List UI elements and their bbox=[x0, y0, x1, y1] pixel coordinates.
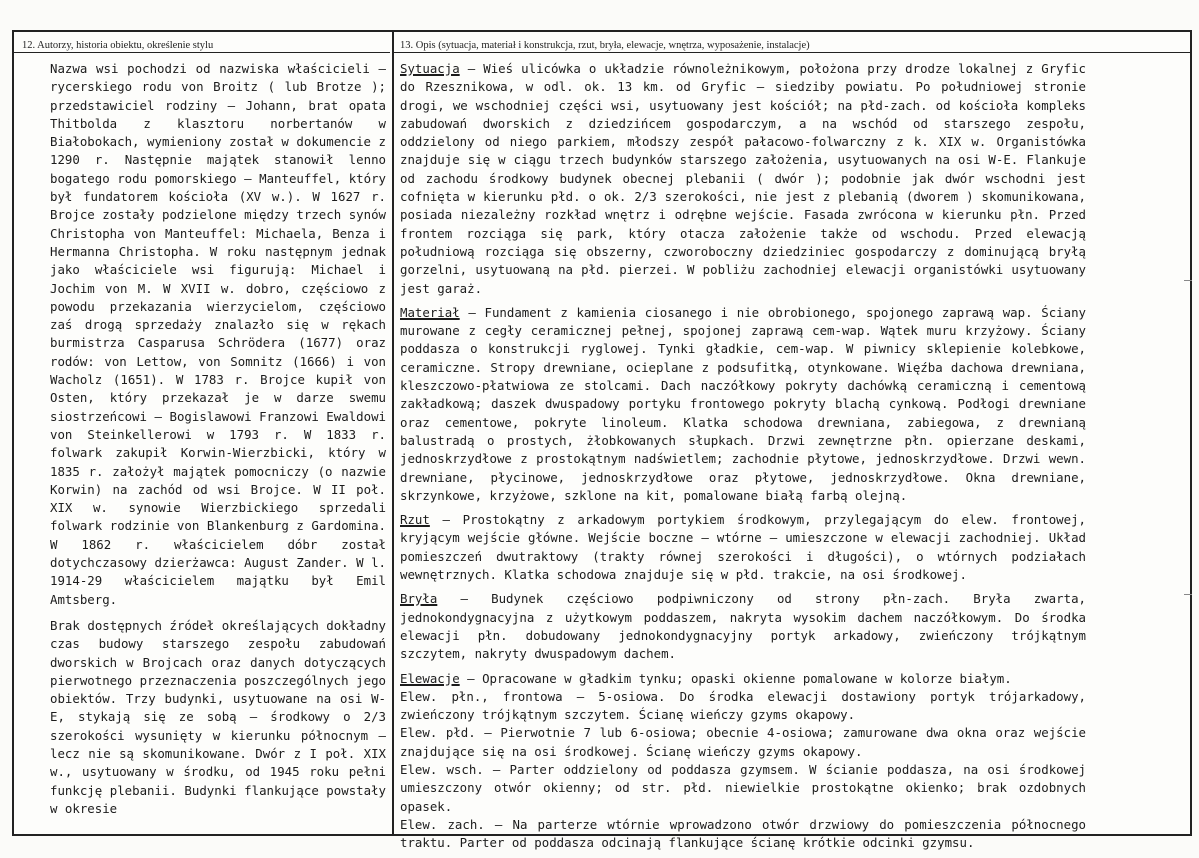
section-text-bryla: – Budynek częściowo podpiwniczony od strony płn-zach. Bryła zwarta, jednokondygnacyjna z użytkowym poddaszem, nakryta wysokim dachem naczółkowym. Do środka elewacji płn. dobudowany jednokondygnacyjny portyk arkadowy, zwieńczony trójkątnym szczytem, nakryty dwuspadowym dachem. bbox=[400, 591, 1086, 662]
margin-mark bbox=[1184, 594, 1192, 595]
section-elewacje bbox=[400, 670, 1086, 853]
section-material bbox=[400, 304, 1086, 505]
section-label-elewacje: Elewacje bbox=[400, 670, 460, 686]
right-header-rule bbox=[394, 52, 1190, 53]
section-text-material: – Fundament z kamienia ciosanego i nie obrobionego, spojonego zaprawą wap. Ściany murowane z cegły ceramicznej pełnej, spojonej zaprawą cem-wap. Wątek muru krzyżowy. Ściany poddasza o konstrukcji ryglowej. Tynki gładkie, cem-wap. W piwnicy sklepienie kolebkowe, ceramiczne. Stropy drewniane, ocieplane z podsufitką, otynkowane. Więźba dachowa drewniana, kleszczowo-płatwiowa ze stolcami. Dach naczółkowy pokryty dachówką ceramiczną i cementową zakładkową; daszek dwuspadowy portyku frontowego pokryty blachą cynkową. Podłogi drewniane oraz cementowe, pokryte linoleum. Klatka schodowa drewniana, zabiegowa, z drewnianą balustradą o prostych, żłobkowanych słupkach. Drzwi zewnętrzne płn. opierzane deskami, jednoskrzydłowe z prostokątnym nadświetlem; zachodnie płytowe, jednoskrzydłowe. Drzwi wewn. drewniane, płycinowe, jednoskrzydłowe oraz płytowe, jednoskrzydłowe. Okna drewniane, skrzynkowe, krzyżowe, szklone na kit, pomalowane białą farbą olejną. bbox=[400, 304, 1086, 503]
section-text-rzut: – Prostokątny z arkadowym portykiem środkowym, przylegającym do elew. frontowej, kryjącym wejście główne. Wejście boczne – wtórne – umieszczone w elewacji zachodniej. Układ pomieszczeń dwutraktowy (trakty równej szerokości i długości), o wtórnych podziałach wewnętrznych. Klatka schodowa znajduje się w płd. trakcie, na osi środkowej. bbox=[400, 512, 1086, 583]
section-label-sytuacja: Sytuacja bbox=[400, 61, 460, 76]
record-card bbox=[12, 30, 1192, 851]
description-text bbox=[400, 60, 1086, 858]
elewacja-line-east: Elew. wsch. – Parter oddzielony od poddasza gzymsem. W ścianie poddasza, na osi środkowej umieszczony otwór okienny; od str. płd. niewielkie prostokątne okienko; brak ozdobnych opasek. bbox=[400, 761, 1086, 814]
section-text-elewacje: – Opracowane w gładkim tynku; opaski okienne pomalowane w kolorze białym. bbox=[459, 670, 1012, 686]
section-bryla bbox=[400, 590, 1086, 663]
section-sytuacja bbox=[400, 60, 1086, 298]
section-rzut bbox=[400, 511, 1086, 584]
section-label-rzut: Rzut bbox=[400, 512, 430, 528]
elewacja-line-south: Elew. płd. – Pierwotnie 7 lub 6-osiowa; obecnie 4-osiowa; zamurowane dwa okna oraz wejście znajdujące się na osi środkowej. Ścianę wieńczy gzyms okapowy. bbox=[400, 725, 1086, 759]
elewacja-line-north: Elew. płn., frontowa – 5-osiowa. Do środka elewacji dostawiony portyk trójarkadowy, zwieńczony trójkątnym szczytem. Ścianę wieńczy gzyms okapowy. bbox=[400, 688, 1086, 723]
left-column-header: 12. Autorzy, historia obiektu, określenie stylu bbox=[22, 40, 214, 51]
elewacja-line-west: Elew. zach. – Na parterze wtórnie wprowadzono otwór drzwiowy do pomieszczenia północnego traktu. Parter od poddasza odcinają flankujące ścianę krótkie odcinki gzymsu. bbox=[400, 816, 1086, 851]
history-text bbox=[50, 60, 386, 826]
history-paragraph-1: Nazwa wsi pochodzi od nazwiska właścicieli – rycerskiego rodu von Broitz ( lub Brotze ); przedstawiciel rodziny – Johann, brat opata Thitbolda z klasztoru norbertanów w Białobokach, wymieniony został w dokumencie z 1290 r. Następnie majątek stanowił lenno bogatego rodu pomorskiego – Manteuffel, który był fundatorem kościoła (XV w.). W 1627 r. Brojce zostały podzielone między trzech synów Christopha von Manteuffel: Michaela, Benza i Hermanna Christopha. W roku następnym jednak jako właściciele wsi figurują: Michael i Jochim von M. W XVII w. dobro, częściowo z powodu przekazania wierzycielom, częściowo zaś drogą sprzedaży znalazło się w rękach burmistrza Casparusa Schrödera (1677) oraz rodów: von Lettow, von Somnitz (1666) i von Wacholz (1651). W 1783 r. Brojce kupił von Osten, który przekazał je w darze swemu siostrzeńcowi – Bogislawowi Franzowi Ewaldowi von Steinkellerowi w 1793 r. W 1833 r. folwark zakupił Korwin-Wierzbicki, który w 1835 r. założył majątek pomocniczy (o nazwie Korwin) na zachód od wsi Brojce. W II poł. XIX w. synowie Wierzbickiego sprzedali folwark rodzinie von Blankenburg z Gardomina. W 1862 r. właścicielem dóbr został dotychczasowy dzierżawca: August Zander. W l. 1914-29 właścicielem majątku był Emil Amtsberg. bbox=[50, 61, 386, 607]
section-text-sytuacja: – Wieś ulicówka o układzie równoleżnikowym, położona przy drodze lokalnej z Gryfic do Rzesznikowa, w odl. ok. 13 km. od Gryfic – siedziby powiatu. Po południowej stronie drogi, we wschodniej części wsi, usytuowany jest kościół; na płd-zach. od kościoła kompleks zabudowań dworskich z dziedzińcem gospodarczym, a na wschód od starszego zespołu, oddzielony od niego parkiem, młodszy zespół pałacowo-folwarczny z k. XIX w. Organistówka znajduje się w ciągu trzech budynków starszego założenia, usytuowanych na osi W-E. Flankuje od zachodu środkowy budynek obecnej plebanii ( dwór ); podobnie jak dwór wschodni jest cofnięta w kierunku płd. o ok. 2/3 szerokości, nie jest z plebanią (dworem ) skomunikowana, posiada niezależny rozkład wnętrz i odrębne wejście. Fasada zwrócona w kierunku płn. Przed frontem rozciąga się park, który otacza założenie także od wschodu. Przed elewacją południową rozciąga się obszerny, czworoboczny dziedziniec gospodarczy z dominującą bryłą gorzelni, usytuowaną na płd. pierzei. W pobliżu zachodniej elewacji organistówki usytuowany jest garaż. bbox=[400, 61, 1086, 296]
column-divider bbox=[392, 32, 394, 834]
margin-mark bbox=[1184, 280, 1192, 281]
left-header-rule bbox=[14, 52, 390, 53]
right-column-header: 13. Opis (sytuacja, materiał i konstrukcja, rzut, bryła, elewacje, wnętrza, wyposażenie, instalacje) bbox=[400, 40, 810, 51]
section-label-material: Materiał bbox=[400, 304, 460, 320]
section-label-bryla: Bryła bbox=[400, 591, 438, 607]
history-paragraph-2: Brak dostępnych źródeł określających dokładny czas budowy starszego zespołu zabudowań dworskich w Brojcach oraz danych dotyczących pierwotnego przeznaczenia poszczególnych jego obiektów. Trzy budynki, usytuowane na osi W-E, stykają się ze sobą – środkowy o 2/3 szerokości wysunięty w kierunku północnym – lecz nie są skomunikowane. Dwór z I poł. XIX w., usytuowany w środku, od 1945 roku pełni funkcję plebanii. Budynki flankujące powstały w okresie bbox=[50, 617, 386, 816]
